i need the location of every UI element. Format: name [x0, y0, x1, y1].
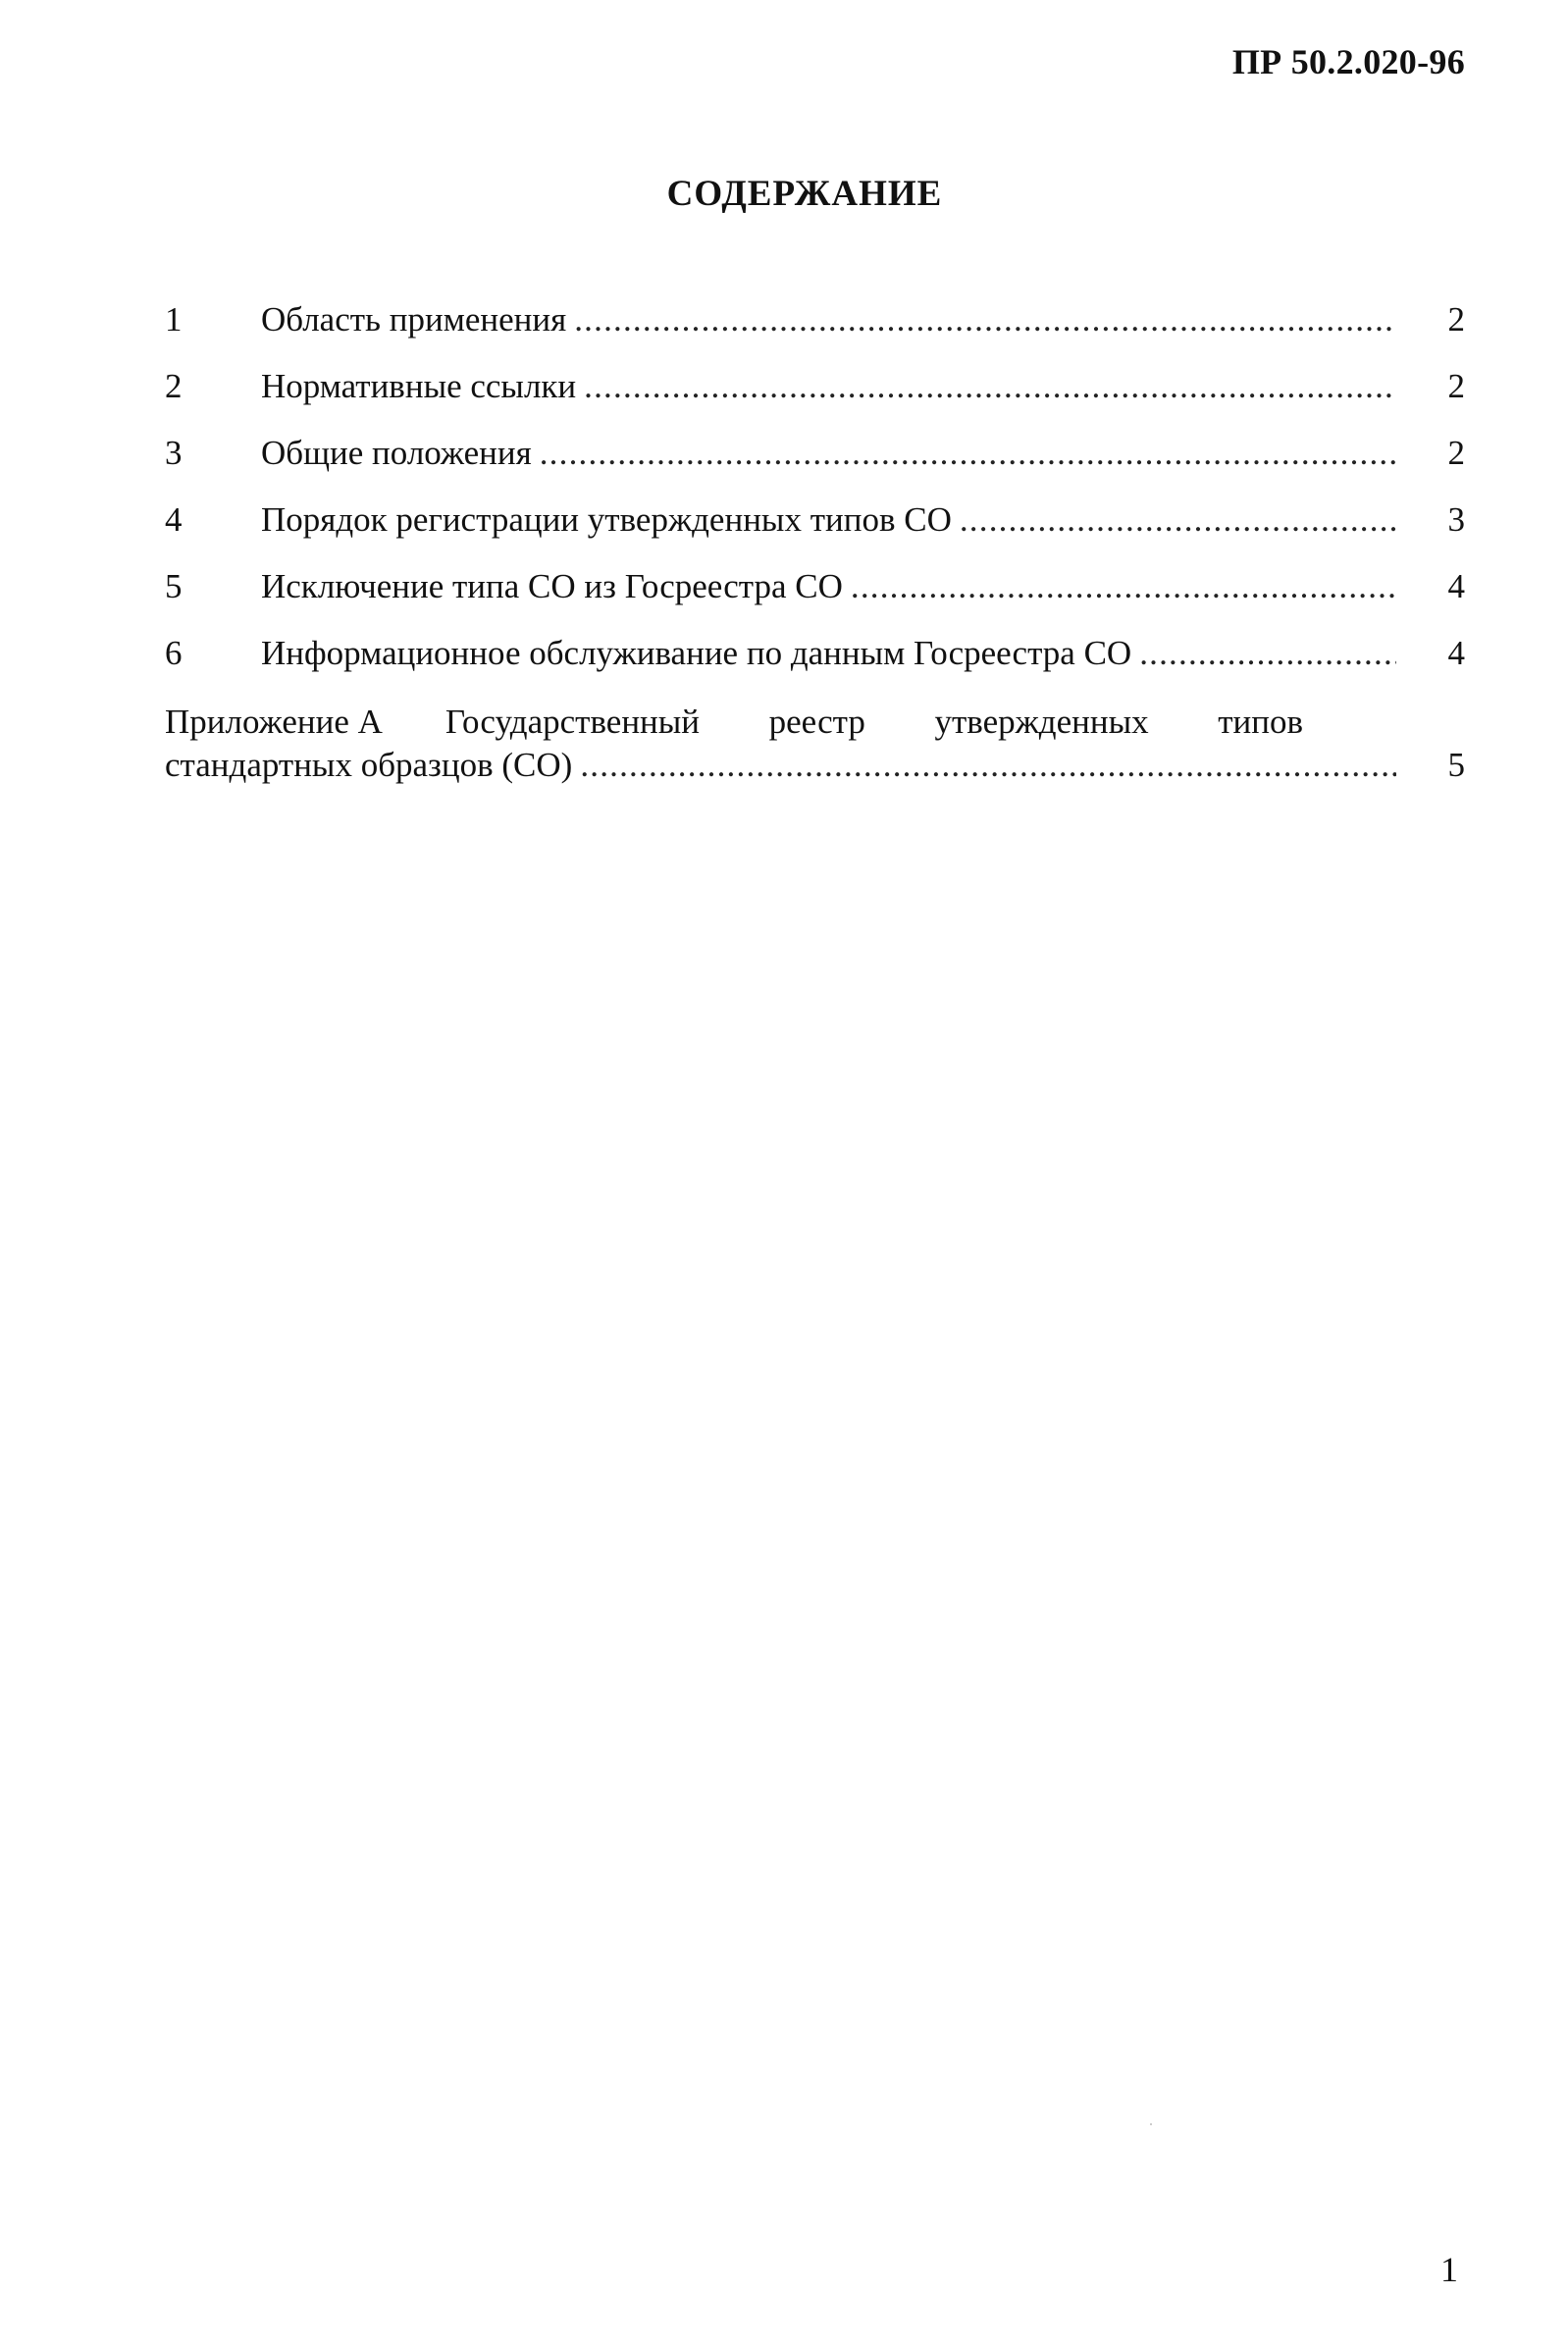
toc-entry-page: 2	[1447, 300, 1465, 339]
toc-entry-number: 2	[165, 367, 183, 405]
table-of-contents	[165, 300, 1465, 789]
toc-entry-title: Информационное обслуживание по данным Госреестра СО	[261, 634, 1132, 672]
toc-entry-title-line	[261, 300, 1396, 339]
toc-entry[interactable]	[165, 634, 1465, 701]
appendix-label: Приложение А	[165, 703, 383, 741]
toc-entry-title-line	[261, 634, 1396, 673]
toc-entry-page: 2	[1447, 367, 1465, 405]
scan-speck	[1150, 2123, 1152, 2125]
dot-leader	[540, 434, 1396, 473]
toc-entry-page: 5	[1447, 746, 1465, 784]
toc-appendix-entry[interactable]	[165, 703, 1465, 789]
dot-leader	[580, 746, 1396, 785]
dot-leader	[574, 300, 1396, 339]
toc-entry-number: 1	[165, 300, 183, 339]
dot-leader	[584, 367, 1396, 406]
toc-entry[interactable]	[165, 500, 1465, 567]
toc-entry[interactable]	[165, 367, 1465, 434]
toc-entry-title: Исключение типа СО из Госреестра СО	[261, 567, 843, 605]
toc-entry-title: Порядок регистрации утвержденных типов СО	[261, 500, 952, 539]
toc-entry-number: 4	[165, 500, 183, 539]
toc-entry[interactable]	[165, 300, 1465, 367]
toc-entry-number: 6	[165, 634, 183, 672]
toc-entry[interactable]	[165, 434, 1465, 500]
appendix-title-line2: стандартных образцов (СО)	[165, 746, 573, 784]
appendix-first-line	[165, 703, 1303, 746]
toc-entry-page: 4	[1447, 567, 1465, 605]
toc-heading: СОДЕРЖАНИЕ	[666, 174, 943, 214]
dot-leader	[1139, 634, 1396, 673]
toc-entry-number: 3	[165, 434, 183, 472]
toc-entry-title-line	[261, 434, 1396, 473]
page-number: 1	[1440, 2250, 1458, 2289]
appendix-second-line	[165, 746, 1465, 789]
toc-entry-title: Нормативные ссылки	[261, 367, 577, 405]
dot-leader	[851, 567, 1396, 606]
toc-entry-page: 3	[1447, 500, 1465, 539]
toc-entry-title-line	[261, 567, 1396, 606]
toc-entry-title: Область применения	[261, 300, 567, 339]
toc-entry-page: 4	[1447, 634, 1465, 672]
toc-entry-title-line	[165, 746, 1396, 785]
toc-entry-title-line	[261, 500, 1396, 540]
toc-entry[interactable]	[165, 567, 1465, 634]
toc-entry-title-line	[261, 367, 1396, 406]
document-code: ПР 50.2.020-96	[1231, 42, 1465, 81]
toc-entry-title: Общие положения	[261, 434, 532, 472]
dot-leader	[960, 500, 1396, 540]
appendix-title-line1: Государственный реестр утвержденных типов	[444, 703, 1303, 741]
toc-entry-page: 2	[1447, 434, 1465, 472]
toc-entry-number: 5	[165, 567, 183, 605]
